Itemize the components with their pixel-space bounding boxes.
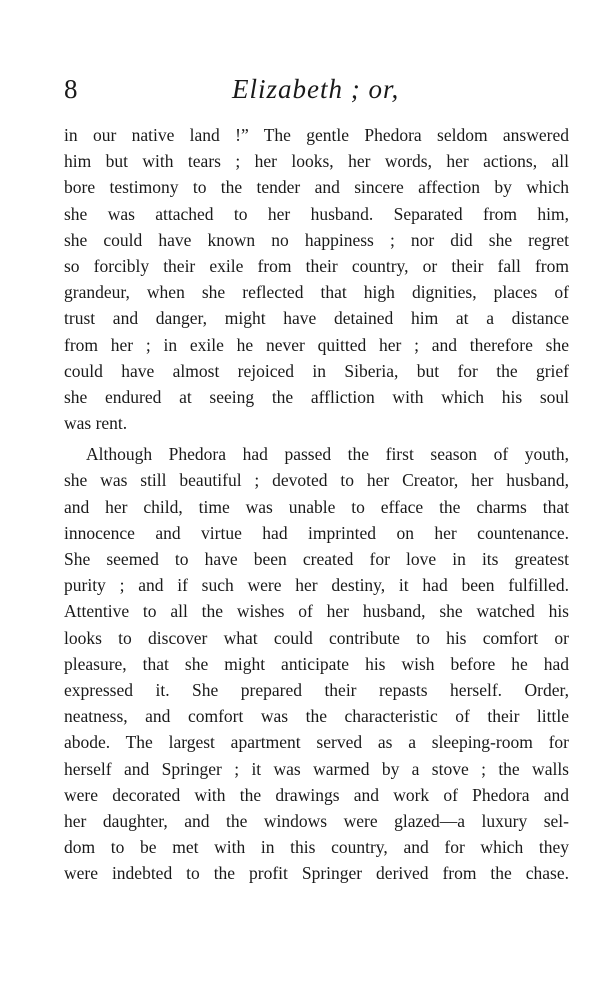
text-line: she could have known no happiness ; nor did she regret — [64, 229, 569, 250]
text-line: she endured at seeing the affliction with which his soul — [64, 386, 569, 407]
text-line: she was still beautiful ; devoted to her Creator, her husband, — [64, 470, 569, 491]
text-line: bore testimony to the tender and sincere affection by which — [64, 177, 569, 198]
text-line: neatness, and comfort was the characteristic of their little — [64, 706, 569, 727]
paragraph-2 — [64, 441, 569, 886]
text-line: looks to discover what could contribute to his comfort or — [64, 627, 569, 648]
text-line: from her ; in exile he never quitted her ; and therefore she — [64, 334, 569, 355]
text-line: were indebted to the profit Springer derived from the chase. — [64, 863, 569, 884]
page-number: 8 — [64, 74, 78, 104]
text-line: grandeur, when she reflected that high dignities, places of — [64, 282, 569, 303]
text-line: and her child, time was unable to efface the charms that — [64, 496, 569, 517]
text-line: were decorated with the drawings and work of Phedora and — [64, 784, 569, 805]
paragraph-1 — [64, 122, 569, 436]
text-line: was rent. — [64, 413, 128, 434]
running-head — [64, 72, 569, 112]
text-line: Although Phedora had passed the first season of youth, — [86, 444, 569, 465]
text-line: could have almost rejoiced in Siberia, but for the grief — [64, 360, 569, 381]
text-line: purity ; and if such were her destiny, it had been fulfilled. — [64, 575, 569, 596]
running-title: Elizabeth ; or, — [232, 74, 400, 104]
text-line: herself and Springer ; it was warmed by a stove ; the walls — [64, 758, 569, 779]
text-line: dom to be met with in this country, and for which they — [64, 837, 569, 858]
text-line: her daughter, and the windows were glazed—a luxury sel- — [64, 810, 569, 831]
text-line: so forcibly their exile from their country, or their fall from — [64, 255, 569, 276]
text-line: him but with tears ; her looks, her words, her actions, all — [64, 151, 569, 172]
text-line: pleasure, that she might anticipate his wish before he had — [64, 653, 569, 674]
text-line: abode. The largest apartment served as a sleeping-room for — [64, 732, 569, 753]
text-line: in our native land !” The gentle Phedora seldom answered — [64, 125, 569, 145]
text-line: Attentive to all the wishes of her husband, she watched his — [64, 601, 569, 622]
text-line: trust and danger, might have detained him at a distance — [64, 308, 569, 329]
text-line: she was attached to her husband. Separated from him, — [64, 203, 569, 224]
text-line: She seemed to have been created for love in its greatest — [64, 549, 569, 569]
body-text — [64, 122, 569, 886]
text-line: expressed it. She prepared their repasts herself. Order, — [64, 679, 569, 700]
text-line: innocence and virtue had imprinted on her countenance. — [64, 522, 569, 543]
